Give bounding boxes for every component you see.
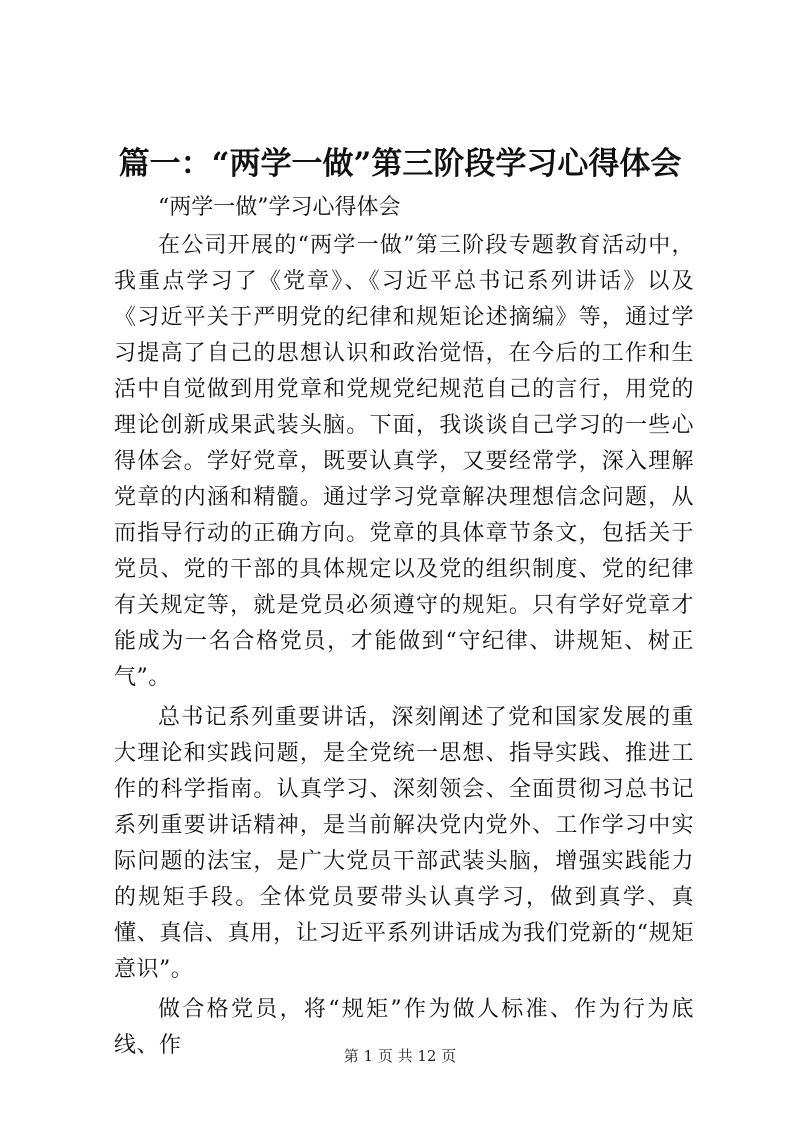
body-paragraph: 在公司开展的“两学一做”第三阶段专题教育活动中，我重点学习了《党章》、《习近平总书记系列讲话》以及《习近平关于严明党的纪律和规矩论述摘编》等，通过学习提高了自己的思想认识和政治觉悟，在今后的工作和生活中自觉做到用党章和党规党纪规范自己的言行，用党的理论创新成果武装头脑。下面，我谈谈自己学习的一些心得体会。学好党章，既要认真学，又要经常学，深入理解党章的内涵和精髓。通过学习党章解决理想信念问题，从而指导行动的正确方向。党章的具体章节条文，包括关于党员、党的干部的具体规定以及党的组织制度、党的纪律有关规定等，就是党员必须遵守的规矩。只有学好党章才能成为一名合格党员，才能做到“守纪律、讲规矩、树正气”。 xyxy=(114,233,694,690)
page-footer: 第 1 页 共 12 页 xyxy=(343,1047,457,1065)
body-paragraph: 做合格党员，将“规矩”作为做人标准、作为行为底线、作 xyxy=(114,997,694,1058)
body-paragraph: 总书记系列重要讲话，深刻阐述了党和国家发展的重大理论和实践问题，是全党统一思想、指导实践、推进工作的科学指南。认真学习、深刻领会、全面贯彻习总书记系列重要讲话精神，是当前解决党内党外、工作学习中实际问题的法宝，是广大党员干部武装头脑，增强实践能力的规矩手段。全体党员要带头认真学习，做到真学、真懂、真信、真用，让习近平系列讲话成为我们党新的“规矩意识”。 xyxy=(114,705,694,982)
document-title: 篇一：“两学一做”第三阶段学习心得体会 xyxy=(118,146,682,182)
document-body xyxy=(114,190,694,1064)
document-subtitle: “两学一做”学习心得体会 xyxy=(158,195,401,220)
